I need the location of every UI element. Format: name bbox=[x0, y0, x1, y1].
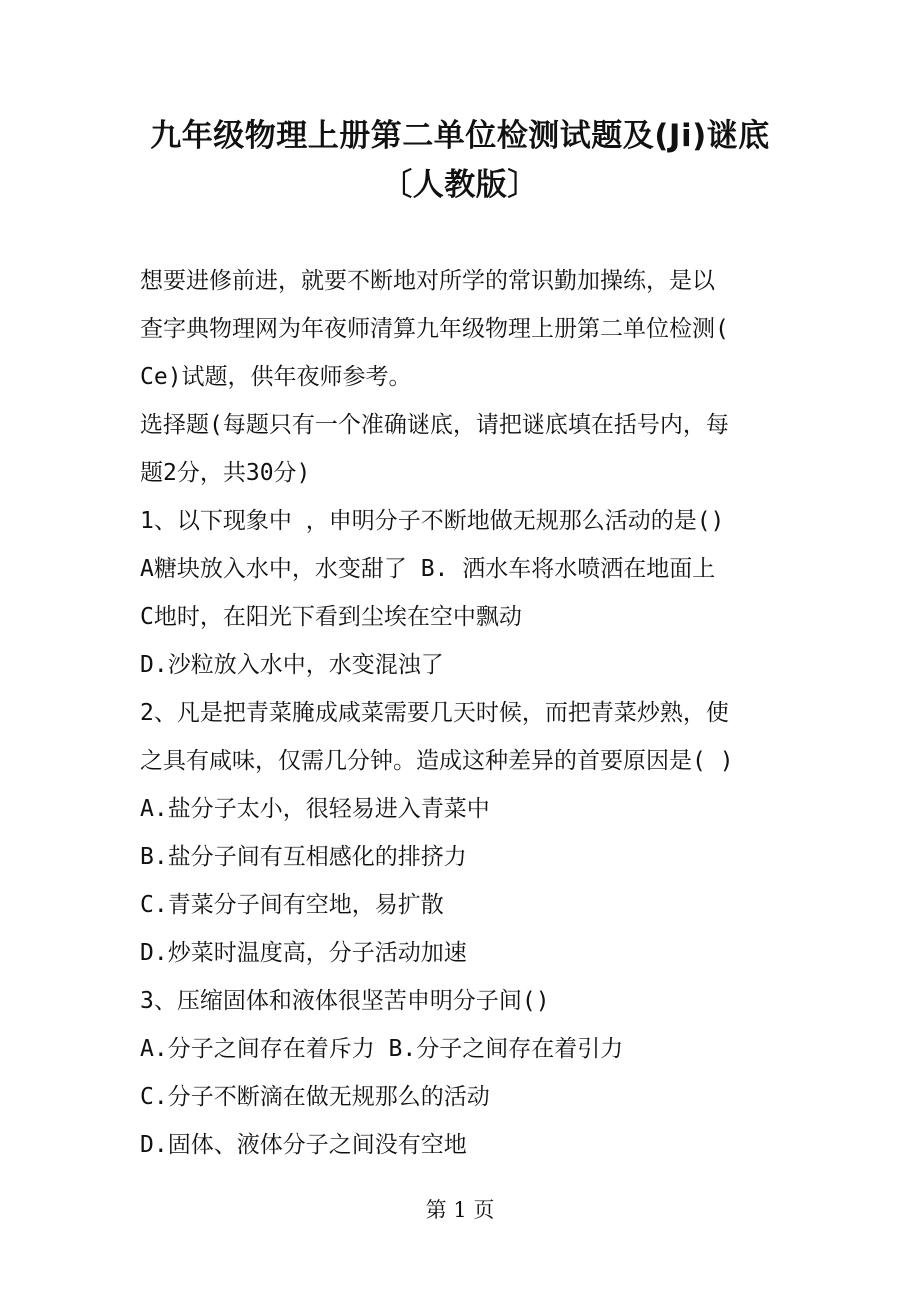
question-3-option: C.分子不断滴在做无规那么的活动 bbox=[140, 1084, 490, 1110]
document-body bbox=[140, 257, 780, 1169]
intro-line: Ce)试题，供年夜师参考。 bbox=[140, 364, 412, 390]
question-3: 3、压缩固体和液体很坚苦申明分子间() bbox=[140, 988, 550, 1014]
intro-line: 查字典物理网为年夜师清算九年级物理上册第二单位检测( bbox=[140, 316, 729, 342]
question-3-option: A.分子之间存在着斥力 B.分子之间存在着引力 bbox=[140, 1036, 624, 1062]
question-2-option: C.青菜分子间有空地，易扩散 bbox=[140, 892, 444, 918]
document-subtitle: 〔人教版〕 bbox=[381, 167, 539, 203]
document-title: 九年级物理上册第二单位检测试题及(Ji)谜底 bbox=[150, 118, 770, 154]
section-heading: 题2分，共30分) bbox=[140, 460, 311, 486]
question-2-option: B.盐分子间有互相感化的排挤力 bbox=[140, 844, 467, 870]
page-number: 第 1 页 bbox=[425, 1198, 495, 1222]
question-3-option: D.固体、液体分子之间没有空地 bbox=[140, 1132, 467, 1158]
question-2: 2、凡是把青菜腌成咸菜需要几天时候，而把青菜炒熟，使 bbox=[140, 700, 729, 726]
question-1: 1、以下现象中 ，申明分子不断地做无规那么活动的是() bbox=[140, 508, 725, 534]
question-2-option: A.盐分子太小，很轻易进入青菜中 bbox=[140, 796, 490, 822]
question-1-option: C地时，在阳光下看到尘埃在空中飘动 bbox=[140, 604, 522, 630]
question-2: 之具有咸味，仅需几分钟。造成这种差异的首要原因是( ) bbox=[140, 748, 734, 774]
intro-line: 想要进修前进，就要不断地对所学的常识勤加操练，是以 bbox=[140, 268, 715, 294]
question-1-option: D.沙粒放入水中，水变混浊了 bbox=[140, 652, 444, 678]
question-2-option: D.炒菜时温度高，分子活动加速 bbox=[140, 940, 467, 966]
question-1-option: A糖块放入水中，水变甜了 B. 洒水车将水喷洒在地面上 bbox=[140, 556, 716, 582]
section-heading: 选择题(每题只有一个准确谜底，请把谜底填在括号内，每 bbox=[140, 412, 729, 438]
